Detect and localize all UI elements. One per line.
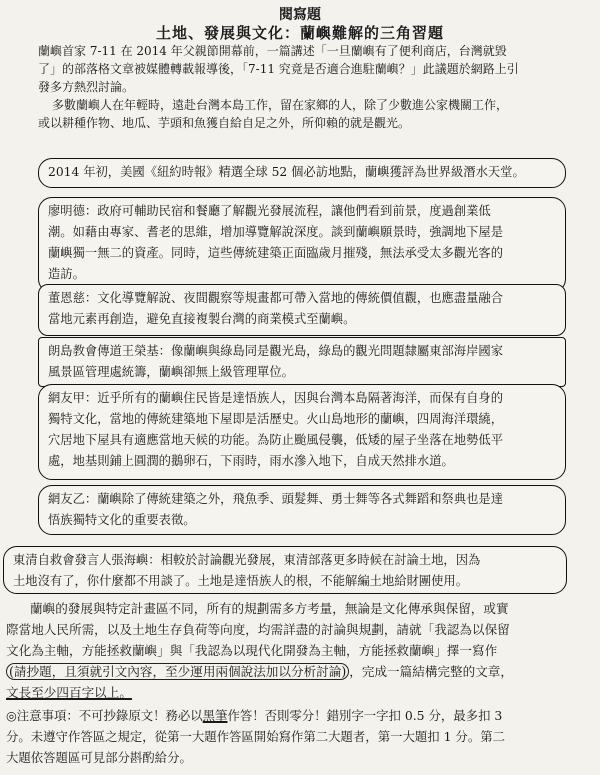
zhang-quote-box [3, 546, 567, 594]
quote-line: 悟族獨特文化的重要表徵。 [48, 513, 196, 527]
prompt-line: 蘭嶼的發展與特定計畫區不同，所有的規劃需多方考量，無論是文化傳承與保留，或實 [30, 601, 509, 616]
quote-line: 董恩慈：文化導覽解說、夜間觀察等規畫都可帶入當地的傳統價值觀，也應盡量融合 [48, 291, 503, 305]
quote-line: 獨特文化，當地的傳統建築地下屋即是活歷史。火山島地形的蘭嶼，四周海洋環繞， [48, 412, 503, 426]
intro-paragraph [38, 42, 583, 132]
intro-line: 多數蘭嶼人在年輕時，遠赴台灣本島工作，留在家鄉的人，除了少數進公家機關工作， [52, 98, 509, 112]
quote-line: 網友甲：近乎所有的蘭嶼住民皆是達悟族人，因與台灣本島隔著海洋，而保有自身的 [48, 391, 503, 405]
writing-prompt [6, 598, 596, 703]
quote-line: 網友乙：蘭嶼除了傳統建築之外，飛魚季、頭髮舞、勇士舞等各式舞蹈和祭典也是達 [48, 492, 503, 506]
quote-line: 處，地基則鋪上圓潤的鵝卵石，下雨時，雨水滲入地下，自成天然排水道。 [48, 454, 454, 468]
prompt-line: 際當地人民所需，以及土地生存負荷等向度，均需詳盡的討論與規劃，請就「我認為以保留 [6, 622, 510, 637]
quote-line: 東清自救會發言人張海嶼：相較於討論觀光發展，東清部落更多時候在討論土地，因為 [13, 553, 481, 567]
black-pen-emphasis: 黑筆 [202, 708, 228, 723]
prompt-length-requirement: 文長至少四百字以上。 [6, 685, 132, 700]
quote-line: 當地元素再創造，避免直接複製台灣的商業模式至蘭嶼。 [48, 312, 356, 326]
notes-line: 分。未遵守作答區之規定，從第一大題作答區開始寫作第二大題者，第一大題扣 1 分。第二 [6, 729, 505, 744]
prompt-line: 文化為主軸，方能拯救蘭嶼」與「我認為以現代化開發為主軸，方能拯救蘭嶼」擇一寫作 [6, 643, 498, 658]
notes-line: 大題依答題區可見部分斟酌給分。 [6, 750, 192, 765]
intro-line: 了」的部落格文章被媒體轉載報導後，「7-11 究竟是否適合進駐蘭嶼？」此議題於網路上引 [38, 62, 519, 76]
prompt-line [6, 661, 596, 682]
quote-line: 朗島教會傳道王榮基：像蘭嶼與綠島同是觀光島，綠島的觀光問題隸屬東部海岸國家 [48, 344, 503, 358]
quote-line: 土地沒有了，你什麼都不用談了。土地是達悟族人的根，不能解編土地給財團使用。 [13, 574, 468, 588]
nyt-quote-box [38, 158, 566, 188]
netizen-b-quote-box [38, 485, 566, 535]
prompt-line-tail: ，完成一篇結構完整的文章， [349, 664, 513, 679]
page-subtitle: 土地、發展與文化：蘭嶼難解的三角習題 [155, 24, 444, 42]
quote-line: 廖明德：政府可輔助民宿和餐廳了解觀光發展流程，讓他們看到前景，度過創業低 [48, 204, 491, 218]
prompt-instruction-circled: (請抄題，且須就引文內容，至少運用兩個說法加以分析討論) [6, 663, 349, 680]
quote-line: 造訪。 [48, 267, 85, 281]
liao-quote-box [38, 197, 566, 293]
notes-section [6, 705, 596, 768]
dong-quote-box [38, 284, 566, 336]
page-title: 閱寫題 [279, 7, 321, 23]
intro-line: 發多方熱烈討論。 [38, 80, 135, 94]
netizen-a-quote-box [38, 384, 566, 480]
intro-line: 或以耕種作物、地瓜、芋頭和魚獲自給自足之外，所仰賴的就是觀光。 [38, 116, 411, 130]
quote-line: 風景區管理處統籌，蘭嶼卻無上級管理單位。 [48, 365, 294, 379]
quote-line: 潮。如藉由專家、耆老的思維，增加導覽解說深度。談到蘭嶼願景時，強調地下屋是 [48, 225, 503, 239]
nyt-quote-text: 2014 年初，美國《紐約時報》精選全球 52 個必訪地點，蘭嶼獲評為世界級潛水天堂。 [48, 165, 525, 179]
quote-line: 穴居地下屋具有適應當地天候的功能。為防止颱風侵襲，低矮的屋子坐落在地勢低平 [48, 433, 503, 447]
intro-line: 蘭嶼首家 7-11 在 2014 年父親節開幕前，一篇講述「一旦蘭嶼有了便利商店，台灣就毀 [38, 44, 507, 58]
notes-line: ◎注意事項：不可抄錄原文！務必以黑筆作答！否則零分！錯別字一字扣 0.5 分，最多扣 3 [6, 708, 503, 723]
quote-line: 蘭嶼獨一無二的資產。同時，這些傳統建築正面臨歲月摧殘，無法承受太多觀光客的 [48, 246, 503, 260]
wang-quote-box [38, 337, 566, 387]
